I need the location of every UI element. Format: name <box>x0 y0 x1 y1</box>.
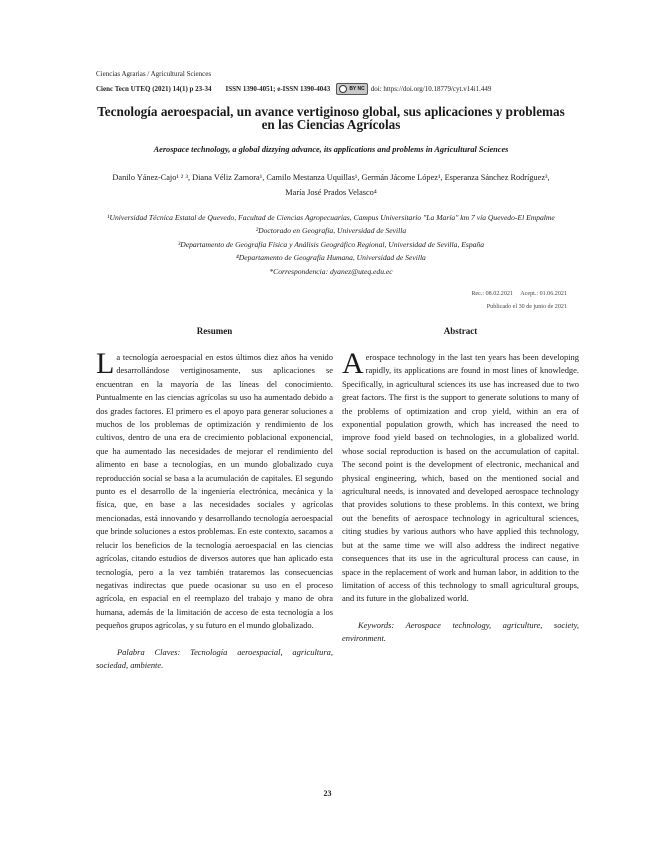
cc-icon <box>339 85 347 93</box>
resumen-body: a tecnología aeroespacial en estos últimos diez años ha venido desarrollándose vertiginosamente, sus aplicaciones se encuentran en la mayoría de las líneas del conocimiento. Puntualmente en las ciencias agrícolas su uso ha aumentado debido a dos grades factores. El primero es el apoyo para generar soluciones a muchos de los problemas de optimización y rendimiento de los cultivos, dentro de una era de crecimiento poblacional exponencial, que ha aumentado las necesidades de mejorar el rendimiento del alimento en base a tecnologías, en un mundo globalizado cuya reproducción social se basa a la acumulación de capitales. El segundo punto es el desarrollo de la ingeniería electrónica, mecánica y la física, que, en base a las necesidades sociales y agrícolas mencionadas, está innovando y desarrollando tecnología aeroespacial que brinde soluciones a estos problemas. En este contexto, sacamos a relucir los beneficios de la tecnología aeroespacial en las ciencias agrícolas, citando estudios de diversos autores que han aplicado esta tecnología, pero a la vez también trataremos las consecuencias negativas indirectas que puede ocasionar su uso en el proceso agrícola, en espacial en el reemplazo del trabajo y mano de obra humana, además de la limitación de acceso de esta tecnología a los pequeños grupos agrícolas, y su futuro en el mundo globalizado. <box>96 352 333 631</box>
resumen-column <box>96 347 333 681</box>
authors: Danilo Yánez-Cajo¹ ² ³, Diana Véliz Zamora¹, Camilo Mestanza Uquillas¹, Germán Jácome López¹, Esperanza Sánchez Rodríguez³, María José Prados Velasco⁴ <box>112 173 550 197</box>
doi-link[interactable]: doi: https://doi.org/10.18779/cyt.v14i1.449 <box>370 85 492 93</box>
journal-citation-line <box>96 83 566 95</box>
page-number: 23 <box>323 789 332 798</box>
issn: ISSN 1390-4051; e-ISSN 1390-4043 <box>225 85 331 93</box>
abstract-column <box>342 347 579 654</box>
journal-reference: Cienc Tecn UTEQ (2021) 14(1) p 23-34 <box>96 85 212 93</box>
affiliation-1: ¹Universidad Técnica Estatal de Quevedo, Facultad de Ciencias Agropecuarias, Campus Universitario "La María" km 7 vía Quevedo-El Empalme <box>107 213 555 222</box>
journal-section-name: Ciencias Agrarias / Agricultural Sciences <box>96 70 212 78</box>
abstract-body: erospace technology in the last ten years has been developing rapidly, its applications are found in most lines of knowledge. Specifically, in agricultural sciences its use has increased due to two great factors. The first is the support to generate solutions to many of the problems of optimization and crop yield, within an era of exponential population growth, which has increased the need to improve food yield based on technologies, in a globalized world. whose social reproduction is based on the accumulation of capital. The second point is the development of electronic, mechanical and physical engineering, which, based on the mentioned social and agricultural needs, is innovated and developed aerospace technology that provides solutions to these problems. In this context, we bring out the benefits of aerospace technology in agricultural sciences, citing studies by various authors who have applied this technology, but at the same time we will also address the indirect negative consequences that its use in the agricultural process can cause, in space in the replacement of work and human labor, in addition to the limitation of access of this technology to small agricultural groups, and its future in the globalized world. <box>342 352 579 604</box>
cc-license-label: BY NC <box>349 86 365 92</box>
article-subtitle: Aerospace technology, a global dizzying advance, its applications and problems in Agricultural Sciences <box>153 145 509 154</box>
affiliation-2: ²Doctorado en Geografía, Universidad de Sevilla <box>255 226 407 236</box>
affiliation-3: ³Departamento de Geografía Física y Análisis Geográfico Regional, Universidad de Sevilla, España <box>177 239 485 249</box>
affiliation-4: ⁴Departamento de Geografía Humana, Universidad de Sevilla <box>236 253 426 263</box>
abstract-keywords: Keywords: Aerospace technology, agriculture, society, environment. <box>342 619 579 644</box>
published-date: Publicado el 30 de junio de 2021 <box>486 304 567 310</box>
resumen-paragraph <box>96 347 333 633</box>
abstract-heading: Abstract <box>443 326 478 336</box>
cc-license-badge[interactable] <box>336 83 367 95</box>
affiliations <box>96 211 566 278</box>
correspondence: *Correspondencia: dyanez@uteq.edu.ec <box>269 266 393 276</box>
resumen-heading: Resumen <box>196 326 233 336</box>
abstract-dropcap: A <box>342 347 364 380</box>
received-accepted-dates: Rec.: 08.02.2021 Acept.: 01.06.2021 <box>471 291 567 297</box>
abstract-paragraph <box>342 347 579 606</box>
article-dates <box>330 288 567 314</box>
article-title: Tecnología aeroespacial, un avance vertiginoso global, sus aplicaciones y problemas en las Ciencias Agrícolas <box>97 104 565 132</box>
resumen-keywords: Palabra Claves: Tecnología aeroespacial, agricultura, sociedad, ambiente. <box>96 646 333 670</box>
resumen-dropcap: L <box>96 347 115 380</box>
